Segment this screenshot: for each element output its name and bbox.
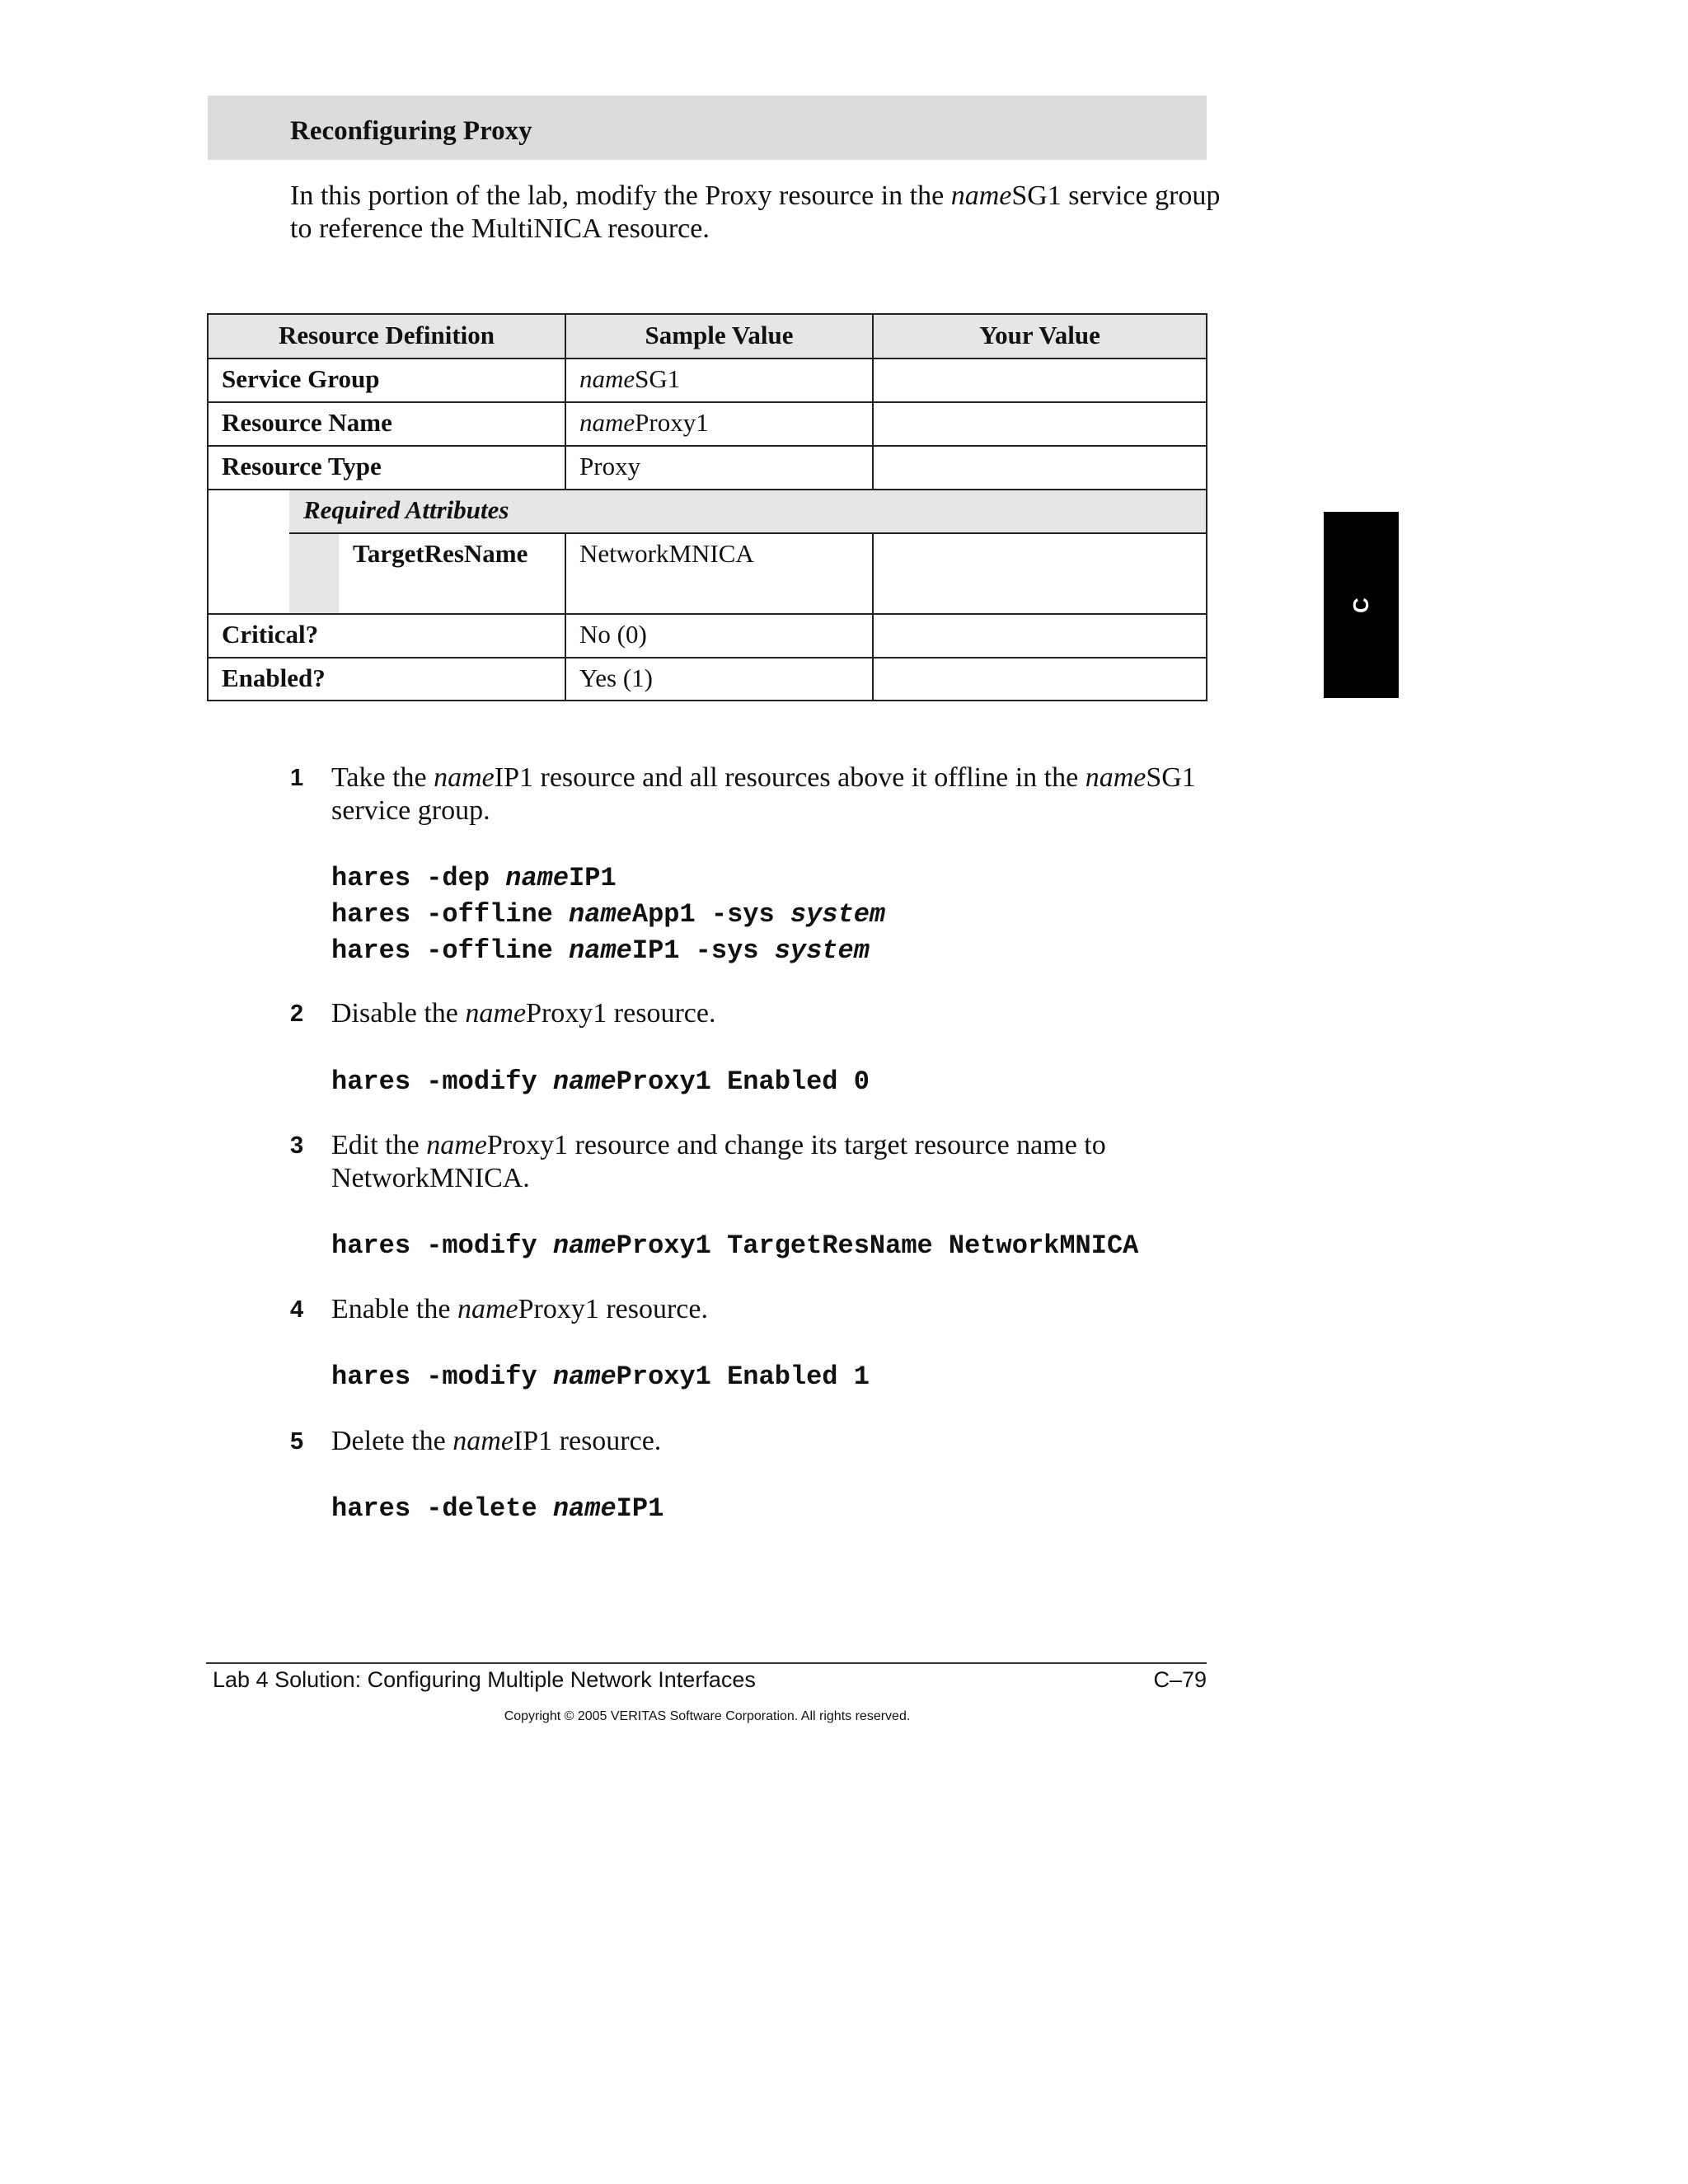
footer-rule: [206, 1662, 1207, 1664]
step-number: 1: [290, 765, 304, 791]
table-row-value: Proxy: [579, 452, 641, 480]
table-row-label: Service Group: [222, 364, 380, 393]
table-rule: [289, 532, 1206, 534]
step-number: 2: [290, 1001, 304, 1027]
code-line: hares -offline nameIP1 -sys system: [331, 935, 870, 966]
attribute-value: NetworkMNICA: [579, 539, 754, 568]
table-header-resource-definition: Resource Definition: [278, 321, 495, 349]
table-rule: [209, 401, 1206, 403]
section-title: Reconfiguring Proxy: [290, 116, 532, 146]
table-rule: [872, 532, 874, 700]
table-rule: [209, 445, 1206, 447]
table-row-label: Resource Name: [222, 408, 392, 437]
table-rule: [209, 613, 1206, 615]
intro-paragraph: [290, 180, 1221, 246]
table-row-label: Critical?: [222, 620, 319, 649]
table-rule: [209, 657, 1206, 658]
table-rule: [209, 489, 1206, 490]
appendix-side-tab: [1324, 512, 1399, 698]
table-rule: [565, 532, 566, 700]
table-row-value: nameSG1: [579, 364, 681, 393]
code-line: hares -modify nameProxy1 Enabled 0: [331, 1066, 870, 1097]
step-number: 4: [290, 1296, 304, 1323]
step-number: 3: [290, 1132, 304, 1159]
code-line: hares -modify nameProxy1 Enabled 1: [331, 1361, 870, 1392]
step-text: Disable the nameProxy1 resource.: [331, 998, 716, 1029]
table-row-value: Yes (1): [579, 663, 654, 692]
table-rule: [209, 358, 1206, 359]
table-row-label: Resource Type: [222, 452, 382, 480]
code-line: hares -delete nameIP1: [331, 1493, 664, 1524]
step-text: Enable the nameProxy1 resource.: [331, 1294, 708, 1324]
table-row-label: Enabled?: [222, 663, 326, 692]
copyright-notice: Copyright © 2005 VERITAS Software Corporation. All rights reserved.: [504, 1709, 911, 1723]
resource-table: [207, 313, 1207, 701]
intro-text-italic: name: [950, 180, 1012, 211]
footer-title: Lab 4 Solution: Configuring Multiple Network Interfaces: [213, 1667, 756, 1692]
step-number: 5: [290, 1428, 304, 1455]
code-line: hares -dep nameIP1: [331, 863, 617, 893]
table-row-value: nameProxy1: [579, 408, 709, 437]
page-number: C–79: [1153, 1667, 1207, 1692]
step-text: Delete the nameIP1 resource.: [331, 1426, 662, 1456]
table-header-sample-value: Sample Value: [645, 321, 794, 349]
table-row-value: No (0): [579, 620, 647, 649]
intro-text-pre: In this portion of the lab, modify the Proxy resource in the: [290, 180, 951, 211]
side-tab-label: C: [1348, 597, 1373, 613]
attribute-label: TargetResName: [353, 539, 528, 568]
code-line: hares -modify nameProxy1 TargetResName NetworkMNICA: [331, 1230, 1139, 1261]
required-attributes-indent: [289, 532, 339, 613]
step-text: Take the nameIP1 resource and all resources above it offline in the nameSG1 service group.: [331, 762, 1196, 826]
intro-text-post: SG1 service group to reference the MultiNICA resource.: [290, 180, 1221, 244]
table-header-your-value: Your Value: [979, 321, 1100, 349]
code-line: hares -offline nameApp1 -sys system: [331, 899, 886, 930]
step-text: Edit the nameProxy1 resource and change its target resource name to NetworkMNICA.: [331, 1130, 1106, 1193]
required-attributes-label: Required Attributes: [303, 495, 509, 524]
